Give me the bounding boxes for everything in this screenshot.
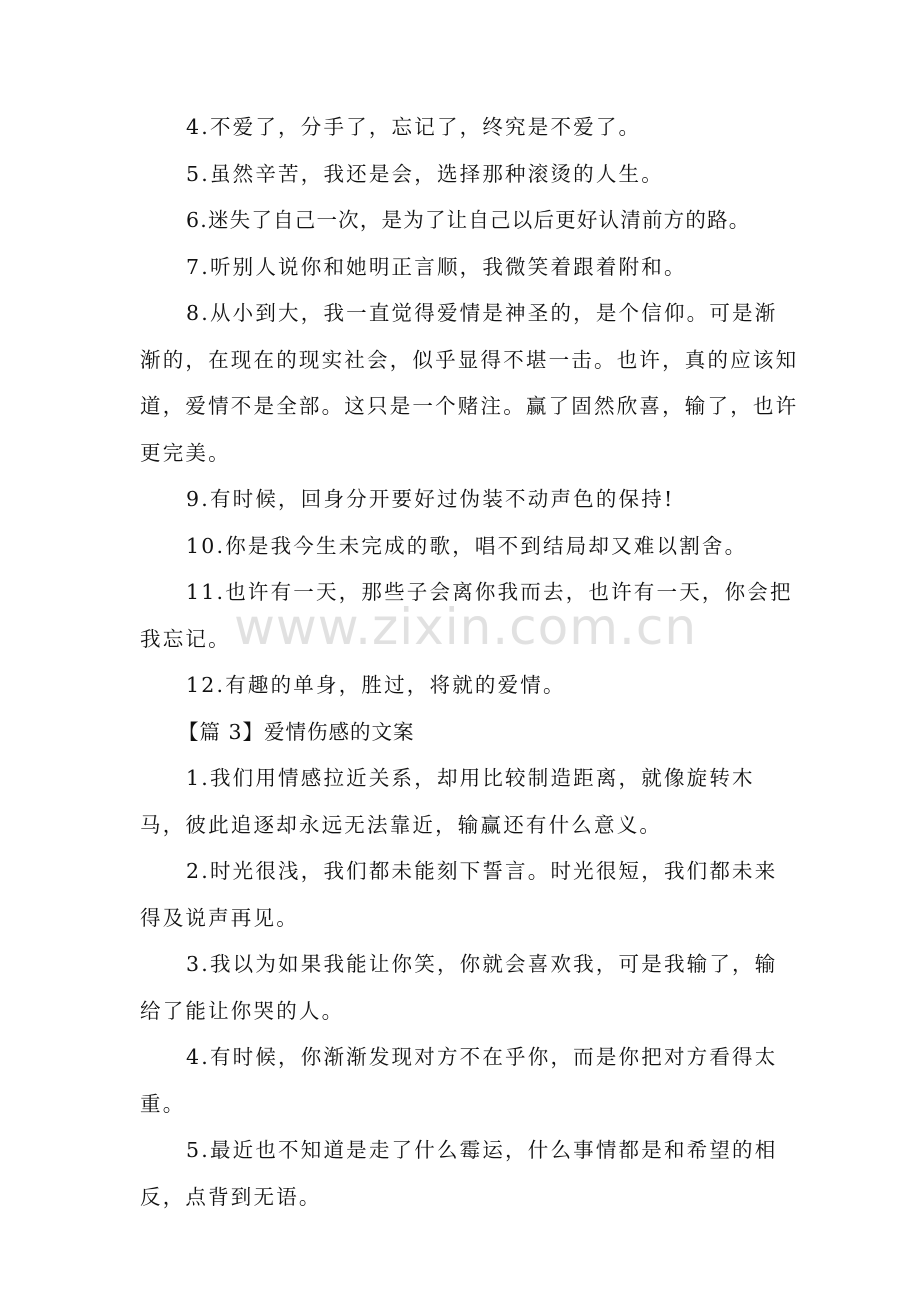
paragraph-s3-3: 3.我以为如果我能让你笑，你就会喜欢我，可是我输了，输给了能让你哭的人。 (140, 952, 778, 1023)
section-heading: 【篇 3】爱情伤感的文案 (178, 719, 415, 744)
paragraph-s3-4: 4.有时候，你渐渐发现对方不在乎你，而是你把对方看得太重。 (140, 1045, 778, 1116)
paragraph-s3-5: 5.最近也不知道是走了什么霉运，什么事情都是和希望的相反，点背到无语。 (140, 1138, 778, 1209)
paragraph-11: 11.也许有一天，那些子会离你我而去，也许有一天，你会把我忘记。 (140, 580, 793, 651)
paragraph-10: 10.你是我今生未完成的歌，唱不到结局却又难以割舍。 (186, 533, 748, 558)
document-body (140, 104, 800, 1220)
paragraph-8: 8.从小到大，我一直觉得爱情是神圣的，是个信仰。可是渐渐的，在现在的现实社会，似乎显得不堪一击。也许，真的应该知道，爱情不是全部。这只是一个赌注。赢了固然欣喜，输了，也许更完美。 (140, 301, 799, 465)
watermark: www.zixin.com.cn (234, 598, 698, 656)
paragraph-s3-2: 2.时光很浅，我们都未能刻下誓言。时光很短，我们都未来得及说声再见。 (140, 859, 778, 930)
paragraph-7: 7.听别人说你和她明正言顺，我微笑着跟着附和。 (186, 254, 687, 279)
paragraph-4: 4.不爱了，分手了，忘记了，终究是不爱了。 (186, 115, 642, 139)
paragraph-9: 9.有时候，回身分开要好过伪装不动声色的保持! (186, 487, 675, 511)
paragraph-s3-1: 1.我们用情感拉近关系，却用比较制造距离，就像旋转木马，彼此追逐却永远无法靠近，输赢还有什么意义。 (140, 766, 755, 837)
paragraph-5: 5.虽然辛苦，我还是会，选择那种滚烫的人生。 (186, 161, 664, 186)
paragraph-6: 6.迷失了自己一次，是为了让自己以后更好认清前方的路。 (186, 208, 751, 232)
paragraph-12: 12.有趣的单身，胜过，将就的爱情。 (186, 673, 566, 697)
